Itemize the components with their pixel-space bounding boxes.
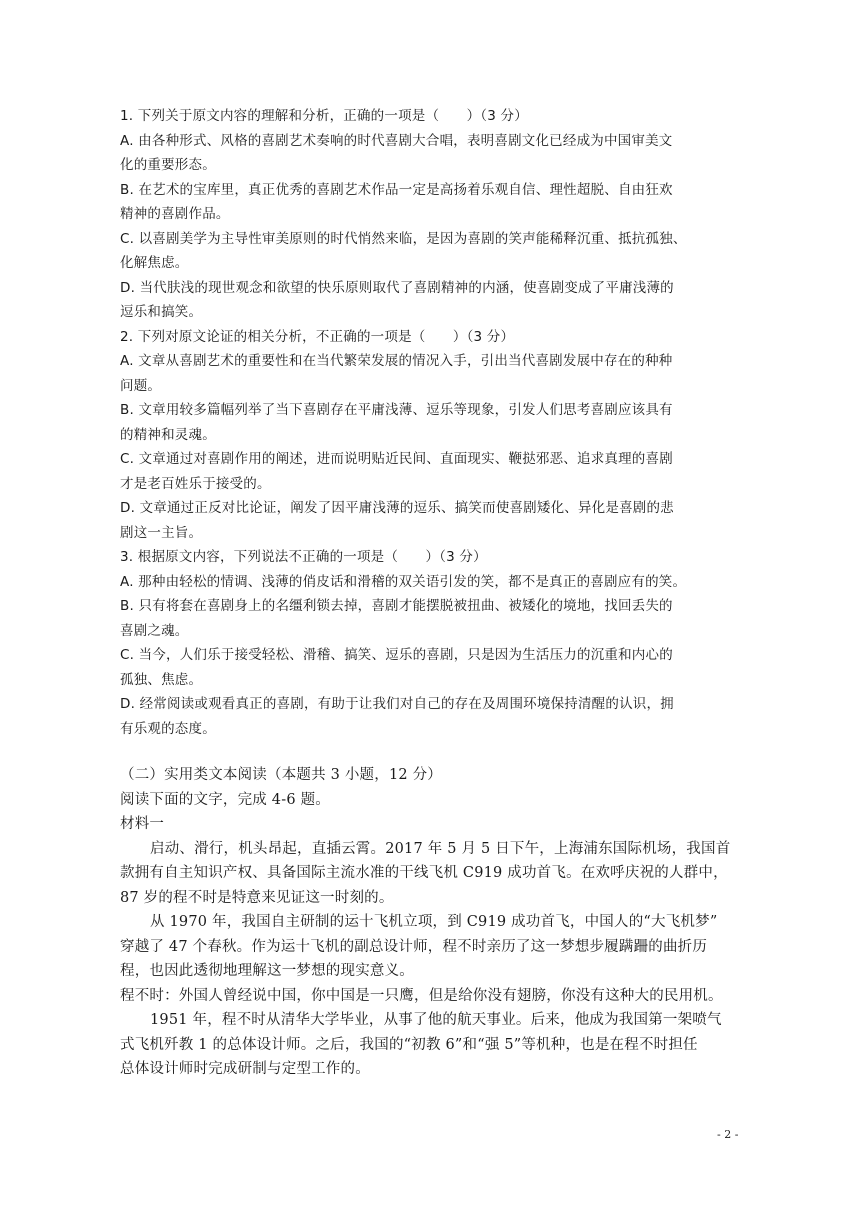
paragraph-1-line-2: 款拥有自主知识产权、具备国际主流水准的干线飞机 C919 成功首飞。在欢呼庆祝的人群中， — [120, 865, 728, 881]
section-2-heading: （二）实用类文本阅读（本题共 3 小题，12 分） — [120, 767, 443, 783]
question-1-option-c-cont: 化解焦虑。 — [120, 255, 189, 271]
paragraph-3-line-1: 1951 年，程不时从清华大学毕业，从事了他的航天事业。后来，他成为我国第一架喷气 — [150, 1012, 722, 1028]
question-3-option-d: D. 经常阅读或观看真正的喜剧，有助于让我们对自己的存在及周围环境保持清醒的认识，拥 — [120, 696, 674, 712]
question-2-option-c: C. 文章通过对喜剧作用的阐述，进而说明贴近民间、直面现实、鞭挞邪恶、追求真理的喜剧 — [120, 451, 673, 467]
paragraph-2-line-1: 从 1970 年，我国自主研制的运十飞机立项，到 C919 成功首飞，中国人的“大飞机梦” — [150, 914, 718, 930]
question-2-option-d-cont: 剧这一主旨。 — [120, 524, 203, 541]
paragraph-2-line-3: 程，也因此透彻地理解这一梦想的现实意义。 — [120, 963, 414, 979]
question-1-option-d: D. 当代肤浅的现世观念和欲望的快乐原则取代了喜剧精神的内涵，使喜剧变成了平庸浅薄的 — [120, 279, 674, 296]
question-3-stem: 3. 根据原文内容，下列说法不正确的一项是（ ）（3 分） — [120, 549, 487, 565]
question-3-option-c: C. 当今，人们乐于接受轻松、滑稽、搞笑、逗乐的喜剧，只是因为生活压力的沉重和内心的 — [120, 647, 673, 663]
question-1-option-c: C. 以喜剧美学为主导性审美原则的时代悄然来临，是因为喜剧的笑声能稀释沉重、抵抗孤独、 — [120, 230, 687, 247]
material-label: 材料一 — [120, 816, 165, 832]
paragraph-1-line-3: 87 岁的程不时是特意来见证这一时刻的。 — [120, 889, 394, 906]
question-1-option-b-cont: 精神的喜剧作品。 — [120, 206, 230, 222]
question-2-option-a: A. 文章从喜剧艺术的重要性和在当代繁荣发展的情况入手，引出当代喜剧发展中存在的种种 — [120, 353, 673, 369]
section-2-instruction: 阅读下面的文字，完成 4-6 题。 — [120, 791, 330, 808]
question-3-option-b-cont: 喜剧之魂。 — [120, 622, 189, 639]
page-number: - 2 - — [717, 1128, 739, 1141]
paragraph-1-line-1: 启动、滑行，机头昂起，直插云霄。2017 年 5 月 5 日下午，上海浦东国际机场，我国首 — [150, 840, 731, 857]
question-1-option-a: A. 由各种形式、风格的喜剧艺术奏响的时代喜剧大合唱，表明喜剧文化已经成为中国审美文 — [120, 132, 673, 149]
question-2-option-b-cont: 的精神和灵魂。 — [120, 426, 216, 443]
question-3-option-b: B. 只有将套在喜剧身上的名缰利锁去掉，喜剧才能摆脱被扭曲、被矮化的境地，找回丢失的 — [120, 598, 673, 614]
section-gap — [120, 741, 750, 763]
paragraph-3-line-3: 总体设计师时完成研制与定型工作的。 — [120, 1061, 370, 1077]
question-3-option-a: A. 那种由轻松的情调、浅薄的俏皮话和滑稽的双关语引发的笑，都不是真正的喜剧应有的笑。 — [120, 573, 687, 590]
paragraph-3-line-2: 式飞机歼教 1 的总体设计师。之后，我国的“初教 6”和“强 5”等机种，也是在程不时担任 — [120, 1036, 698, 1053]
document-page — [120, 104, 750, 1082]
paragraph-2-line-2: 穿越了 47 个春秋。作为运十飞机的副总设计师，程不时亲历了这一梦想步履蹒跚的曲折历 — [120, 938, 708, 955]
quote-line: 程不时：外国人曾经说中国，你中国是一只鹰，但是给你没有翅膀，你没有这种大的民用机。 — [120, 987, 723, 1004]
question-2-option-a-cont: 问题。 — [120, 377, 162, 394]
question-3-option-c-cont: 孤独、焦虑。 — [120, 671, 203, 688]
question-1-option-d-cont: 逗乐和搞笑。 — [120, 304, 203, 320]
question-3-option-d-cont: 有乐观的态度。 — [120, 720, 216, 737]
question-1-stem: 1. 下列关于原文内容的理解和分析，正确的一项是（ ）（3 分） — [120, 108, 528, 124]
question-2-stem: 2. 下列对原文论证的相关分析，不正确的一项是（ ）（3 分） — [120, 328, 515, 345]
question-1-option-b: B. 在艺术的宝库里，真正优秀的喜剧艺术作品一定是高扬着乐观自信、理性超脱、自由狂欢 — [120, 181, 673, 198]
question-2-option-d: D. 文章通过正反对比论证，阐发了因平庸浅薄的逗乐、搞笑而使喜剧矮化、异化是喜剧的悲 — [120, 500, 674, 516]
question-2-option-c-cont: 才是老百姓乐于接受的。 — [120, 475, 271, 492]
question-2-option-b: B. 文章用较多篇幅列举了当下喜剧存在平庸浅薄、逗乐等现象，引发人们思考喜剧应该具有 — [120, 402, 673, 418]
question-1-option-a-cont: 化的重要形态。 — [120, 157, 216, 173]
